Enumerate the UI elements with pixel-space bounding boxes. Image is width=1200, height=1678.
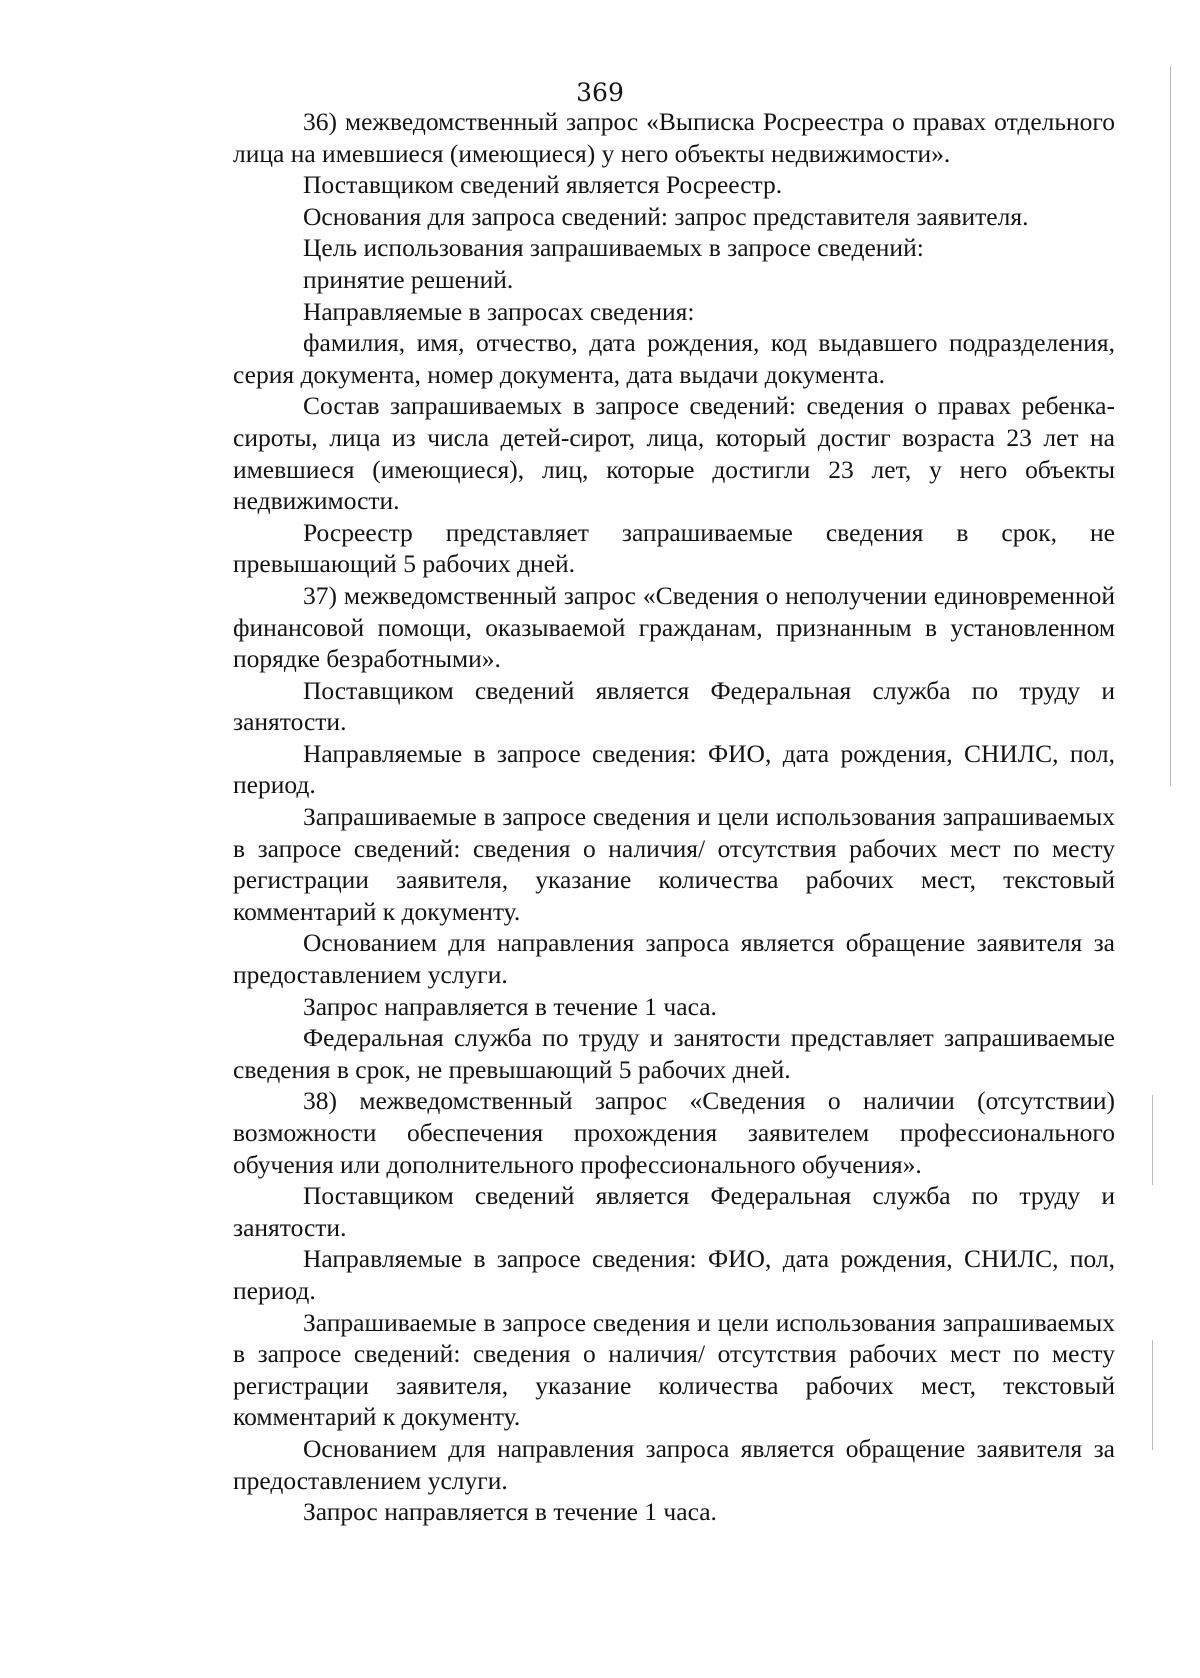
paragraph-requested-data: Запрашиваемые в запросе сведения и цели использования запрашиваемых в запросе сведений: сведения о наличия/ отсутствия рабочих мест по месту регистрации заявителя, указание количества рабочих мест, текстовый комментарий к документу. [233,802,1115,926]
scan-edge-line [1152,1340,1153,1450]
scan-edge-line [1170,66,1171,786]
paragraph-requested-data: Состав запрашиваемых в запросе сведений: сведения о правах ребенка-сироты, лица из числа детей-сирот, лица, который достиг возраста 23 лет на имевшиеся (имеющиеся), лиц, которые достигли 23 лет, у него объекты недвижимости. [233,391,1115,516]
document-body [233,106,1115,1528]
paragraph-purpose: Цель использования запрашиваемых в запросе сведений: [303,233,924,263]
paragraph-sent-data-list: фамилия, имя, отчество, дата рождения, код выдавшего подразделения, серия документа, номер документа, дата выдачи документа. [233,328,1115,389]
paragraph-timing: Запрос направляется в течение 1 часа. [303,991,717,1021]
paragraph-38-request: 38) межведомственный запрос «Сведения о наличии (отсутствии) возможности обеспечения прохождения заявителем профессионального обучения или дополнительного профессионального обучения». [233,1086,1115,1179]
paragraph-sent-data: Направляемые в запросе сведения: ФИО, дата рождения, СНИЛС, пол, период. [233,1244,1115,1305]
paragraph-basis: Основанием для направления запроса является обращение заявителя за предоставлением услуги. [233,928,1115,990]
scan-edge-line [1152,1095,1153,1185]
paragraph-decision: принятие решений. [303,264,514,294]
paragraph-sent-data-heading: Направляемые в запросах сведения: [303,296,695,326]
paragraph-basis: Основанием для направления запроса является обращение заявителя за предоставлением услуги. [233,1433,1115,1495]
paragraph-supplier: Поставщиком сведений является Росреестр. [303,170,783,200]
paragraph-requested-data: Запрашиваемые в запросе сведения и цели использования запрашиваемых в запросе сведений: сведения о наличия/ отсутствия рабочих мест по месту регистрации заявителя, указание количества рабочих мест, текстовый комментарий к документу. [233,1307,1115,1432]
paragraph-basis: Основания для запроса сведений: запрос представителя заявителя. [303,201,1029,231]
paragraph-deadline: Федеральная служба по труду и занятости представляет запрашиваемые сведения в срок, не превышающий 5 рабочих дней. [233,1023,1115,1084]
paragraph-36-request: 36) межведомственный запрос «Выписка Росреестра о правах отдельного лица на имевшиеся (имеющиеся) у него объекты недвижимости». [233,107,1115,168]
paragraph-deadline: Росреестр представляет запрашиваемые сведения в срок, не превышающий 5 рабочих дней. [233,517,1115,579]
paragraph-37-request: 37) межведомственный запрос «Сведения о неполучении единовременной финансовой помощи, оказываемой гражданам, признанным в установленном порядке безработными». [233,580,1115,674]
page-number: 369 [576,78,624,107]
paragraph-supplier: Поставщиком сведений является Федеральная служба по труду и занятости. [233,1181,1115,1242]
paragraph-sent-data: Направляемые в запросе сведения: ФИО, дата рождения, СНИЛС, пол, период. [233,738,1115,800]
paragraph-timing: Запрос направляется в течение 1 часа. [303,1497,717,1527]
paragraph-supplier: Поставщиком сведений является Федеральная служба по труду и занятости. [233,675,1115,737]
